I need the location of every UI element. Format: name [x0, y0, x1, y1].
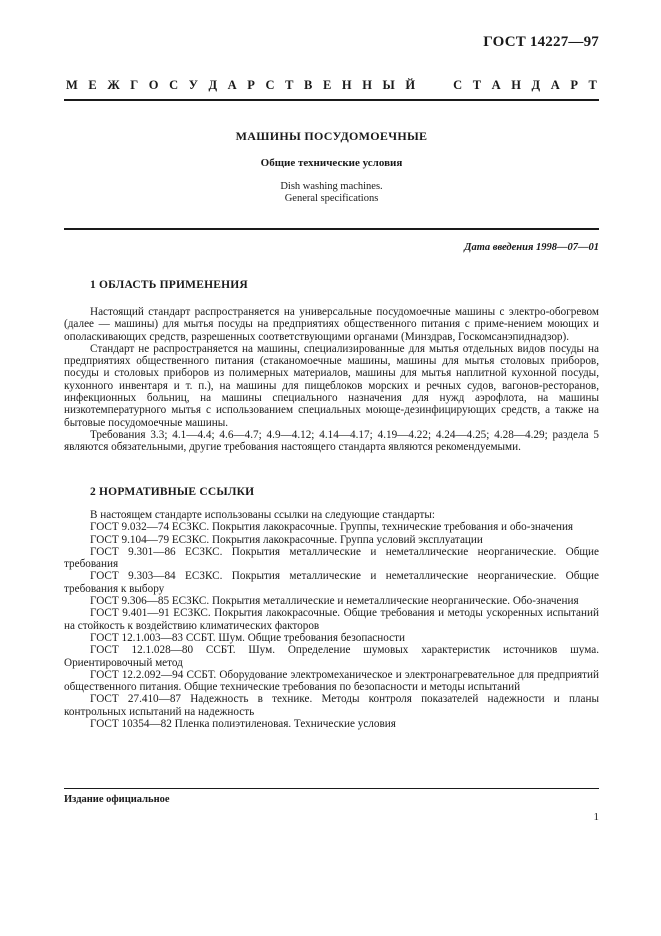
reference-item: ГОСТ 27.410—87 Надежность в технике. Методы контроля показателей надежности и планы контрольных испытаний на надежность	[64, 693, 599, 718]
section-1-paragraph: Настоящий стандарт распространяется на универсальные посудомоечные машины с электро-обогревом (далее — машины) для мытья посуды на предприятиях общественного питания с приме-нением моющих и ополаскивающих средств, разрешенных соответствующими органами (Минздрав, Госкомсанэпиднадзор).	[64, 306, 599, 343]
banner-letter: Г	[130, 78, 139, 92]
banner-letter	[426, 78, 429, 93]
reference-item: ГОСТ 9.104—79 ЕСЗКС. Покрытия лакокрасочные. Группа условий эксплуатации	[90, 533, 483, 546]
section-1-paragraph: Стандарт не распространяется на машины, специализированные для мытья отдельных видов посуды на предприятиях общественного питания (стаканомоечные машины, машины для мытья столовых приборов, посуды и столовых приборов из полимерных материалов, машины для мытья наплитной кухонной посуды, кухонного инвентаря и т. п.), на машины для пищеблоков морских и речных судов, вагонов-ресторанов, инфекционных больниц, на машины специального назначения для нужд аэрофлота, на машины низкотемпературного мытья с использованием специальных моюще-дезинфицирующих средств, а также на бытовые посудомоечные машины.	[64, 342, 599, 429]
official-edition-label: Издание официальное	[64, 794, 170, 805]
banner-letter: С	[453, 78, 463, 92]
document-code: ГОСТ 14227—97	[483, 34, 599, 50]
banner-letter: Т	[285, 78, 294, 92]
reference-item: ГОСТ 9.301—86 ЕСЗКС. Покрытия металлические и неметаллические неорганические. Общие требования	[64, 545, 599, 571]
reference-item: ГОСТ 12.2.092—94 ССБТ. Оборудование электромеханическое и электронагревательное для предприятий общественного питания. Общие технические требования по безопасности и методы испытаний	[64, 668, 599, 694]
english-title-line2: General specifications	[284, 193, 379, 204]
banner-letter: Й	[405, 78, 416, 92]
banner-letter: Е	[322, 78, 332, 92]
banner-letter: С	[265, 78, 275, 92]
reference-item: ГОСТ 9.303—84 ЕСЗКС. Покрытия металлические и неметаллические неорганические. Общие требования к выбору	[64, 570, 599, 595]
standard-title: МАШИНЫ ПОСУДОМОЕЧНЫЕ	[235, 129, 428, 143]
banner-letter: Ы	[382, 78, 395, 92]
section-2-lead: В настоящем стандарте использованы ссылки на следующие стандарты:	[90, 509, 435, 521]
english-title	[64, 181, 599, 205]
reference-item: ГОСТ 12.1.028—80 ССБТ. Шум. Определение шумовых характеристик источников шума. Ориентировочный метод	[64, 644, 599, 669]
reference-item: ГОСТ 9.401—91 ЕСЗКС. Покрытия лакокрасочные. Общие требования и методы ускоренных испытаний на стойкость к воздействию климатических факторов	[64, 607, 599, 632]
banner-letter: В	[304, 78, 313, 92]
introduction-date: Дата введения 1998—07—01	[464, 242, 599, 253]
banner-letter: Н	[341, 78, 352, 92]
section-1-paragraph: Требования 3.3; 4.1—4.4; 4.6—4.7; 4.9—4.12; 4.14—4.17; 4.19—4.22; 4.24—4.25; 4.28—4.29; раздела 5 являются обязательными, другие требования настоящего стандарта являются рекомендуемыми.	[64, 428, 599, 454]
reference-item: ГОСТ 9.306—85 ЕСЗКС. Покрытия металлические и неметаллические неорганические. Обо-значения	[90, 595, 579, 608]
reference-item: ГОСТ 10354—82 Пленка полиэтиленовая. Технические условия	[90, 718, 396, 731]
banner-letter: А	[227, 78, 237, 92]
title-rule	[64, 228, 599, 230]
banner-letter: А	[550, 78, 560, 92]
banner-letter: О	[148, 78, 159, 92]
section-1-body	[64, 306, 599, 454]
banner-letter: Т	[588, 78, 597, 92]
section-2-body	[64, 509, 599, 730]
banner-letter: Н	[362, 78, 372, 92]
banner-letter: Р	[570, 78, 578, 92]
banner-letter: Е	[88, 78, 97, 92]
reference-item: ГОСТ 9.032—74 ЕСЗКС. Покрытия лакокрасочные. Группы, технические требования и обо-значения	[90, 521, 574, 534]
banner-letter: С	[169, 78, 179, 92]
footer-rule	[64, 788, 599, 789]
section-1-heading: 1 ОБЛАСТЬ ПРИМЕНЕНИЯ	[90, 279, 248, 291]
english-title-line1: Dish washing machines.	[280, 181, 383, 192]
banner-letter: Р	[247, 78, 255, 92]
banner-letter: М	[66, 78, 78, 92]
banner-letter: Н	[511, 78, 521, 92]
reference-item: ГОСТ 12.1.003—83 ССБТ. Шум. Общие требования безопасности	[90, 631, 405, 644]
banner-letter: А	[491, 78, 501, 92]
page-number: 1	[593, 811, 599, 823]
banner-letter: Д	[531, 78, 541, 92]
banner-letter: У	[188, 78, 198, 92]
banner-letter: Ж	[107, 78, 120, 92]
interstate-standard-banner	[66, 78, 597, 93]
section-2-heading: 2 НОРМАТИВНЫЕ ССЫЛКИ	[90, 486, 255, 498]
banner-letter: Д	[208, 78, 218, 92]
header-rule	[64, 99, 599, 101]
banner-letter: Т	[472, 78, 482, 92]
standard-subtitle: Общие технические условия	[260, 157, 403, 169]
banner-letter	[439, 78, 442, 93]
